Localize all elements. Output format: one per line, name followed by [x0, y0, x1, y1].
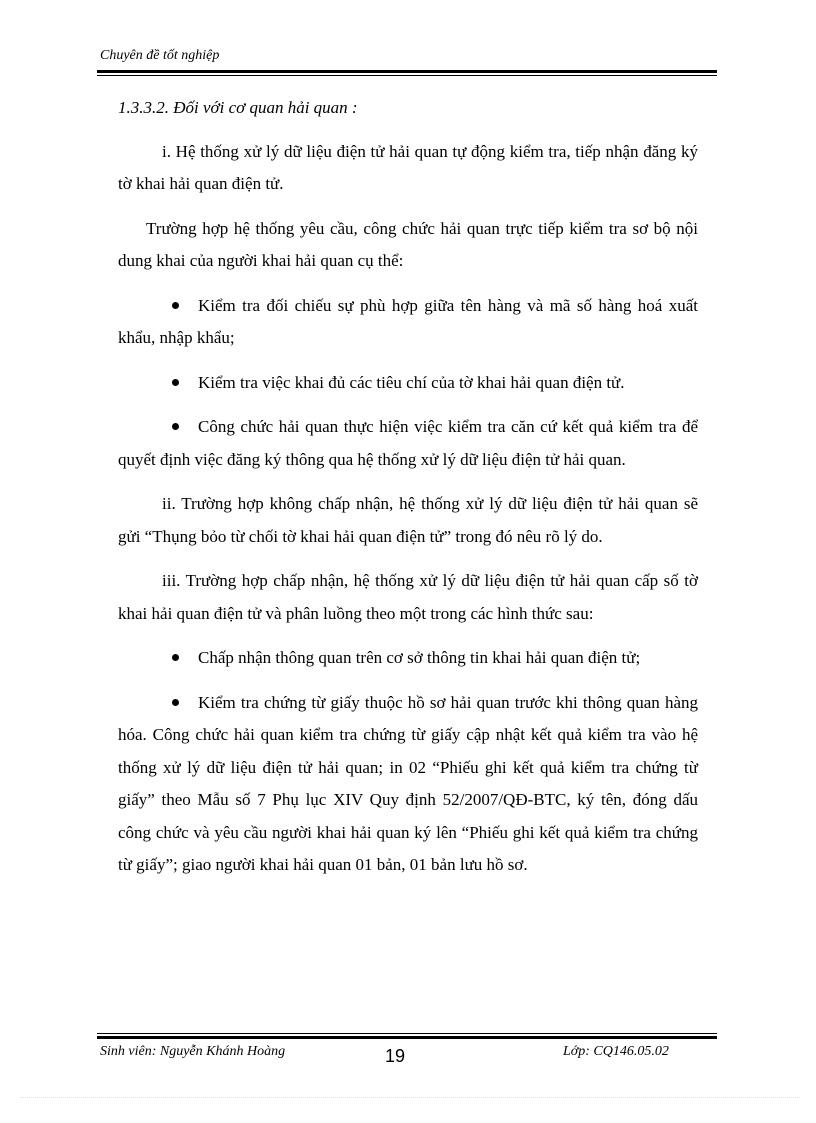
bullet-icon — [172, 302, 179, 309]
header-rule-thick — [97, 70, 717, 73]
footer-rule-thick — [97, 1036, 717, 1039]
header-title: Chuyên đề tốt nghiệp — [100, 48, 220, 63]
bullet-icon — [172, 423, 179, 430]
paragraph-i: i. Hệ thống xử lý dữ liệu điện tử hải quan tự động kiểm tra, tiếp nhận đăng ký tờ khai hải quan điện tử. — [118, 141, 698, 193]
bullet-text: Kiểm tra chứng từ giấy thuộc hồ sơ hải quan trước khi thông quan hàng hóa. Công chức hải quan kiểm tra chứng từ giấy cập nhật kết quả kiểm tra vào hệ thống xử lý dữ liệu điện tử hải quan; in 02 “Phiếu ghi kết quả kiểm tra chứng từ giấy” theo Mẫu số 7 Phụ lục XIV Quy định 52/2007/QĐ-BTC, ký tên, đóng dấu công chức và yêu cầu người khai hải quan ký lên “Phiếu ghi kết quả kiểm tra chứng từ giấy”; giao người khai hải quan 01 bản, 01 bản lưu hồ sơ. — [118, 692, 698, 874]
bullet-text: Kiểm tra việc khai đủ các tiêu chí của tờ khai hải quan điện tử. — [198, 372, 625, 392]
bullet-icon — [172, 699, 179, 706]
paragraph-iii: iii. Trường hợp chấp nhận, hệ thống xử lý dữ liệu điện tử hải quan cấp số tờ khai hải quan điện tử và phân luồng theo một trong các hình thức sau: — [118, 571, 698, 623]
page-number: 19 — [385, 1046, 406, 1066]
bullet-icon — [172, 654, 179, 661]
bullet-item — [118, 642, 698, 675]
page-bottom-divider — [20, 1097, 800, 1098]
bullet-text: Chấp nhận thông quan trên cơ sở thông tin khai hải quan điện tử; — [198, 648, 641, 667]
bullet-item — [118, 687, 698, 882]
bullet-text: Kiểm tra đối chiếu sự phù hợp giữa tên hàng và mã số hàng hoá xuất khẩu, nhập khẩu; — [118, 295, 698, 347]
section-heading: 1.3.3.2. Đối với cơ quan hải quan : — [118, 98, 358, 117]
paragraph-ii: ii. Trường hợp không chấp nhận, hệ thống xử lý dữ liệu điện tử hải quan sẽ gửi “Thụng bỏo từ chối tờ khai hải quan điện tử” trong đó nêu rõ lý do. — [118, 494, 698, 546]
footer-class: Lớp: CQ146.05.02 — [563, 1044, 669, 1059]
bullet-text: Công chức hải quan thực hiện việc kiểm tra căn cứ kết quả kiểm tra để quyết định việc đăng ký thông qua hệ thống xử lý dữ liệu điện tử hải quan. — [118, 417, 698, 469]
bullet-item — [118, 411, 698, 476]
paragraph-case: Trường hợp hệ thống yêu cầu, công chức hải quan trực tiếp kiểm tra sơ bộ nội dung khai của người khai hải quan cụ thể: — [118, 218, 698, 270]
bullet-item — [118, 290, 698, 355]
document-body — [118, 92, 698, 894]
bullet-item — [118, 367, 698, 400]
footer-student-name: Sinh viên: Nguyễn Khánh Hoàng — [100, 1044, 286, 1059]
bullet-icon — [172, 379, 179, 386]
header-rule-thin — [97, 75, 717, 76]
footer-rule-thin — [97, 1033, 717, 1034]
